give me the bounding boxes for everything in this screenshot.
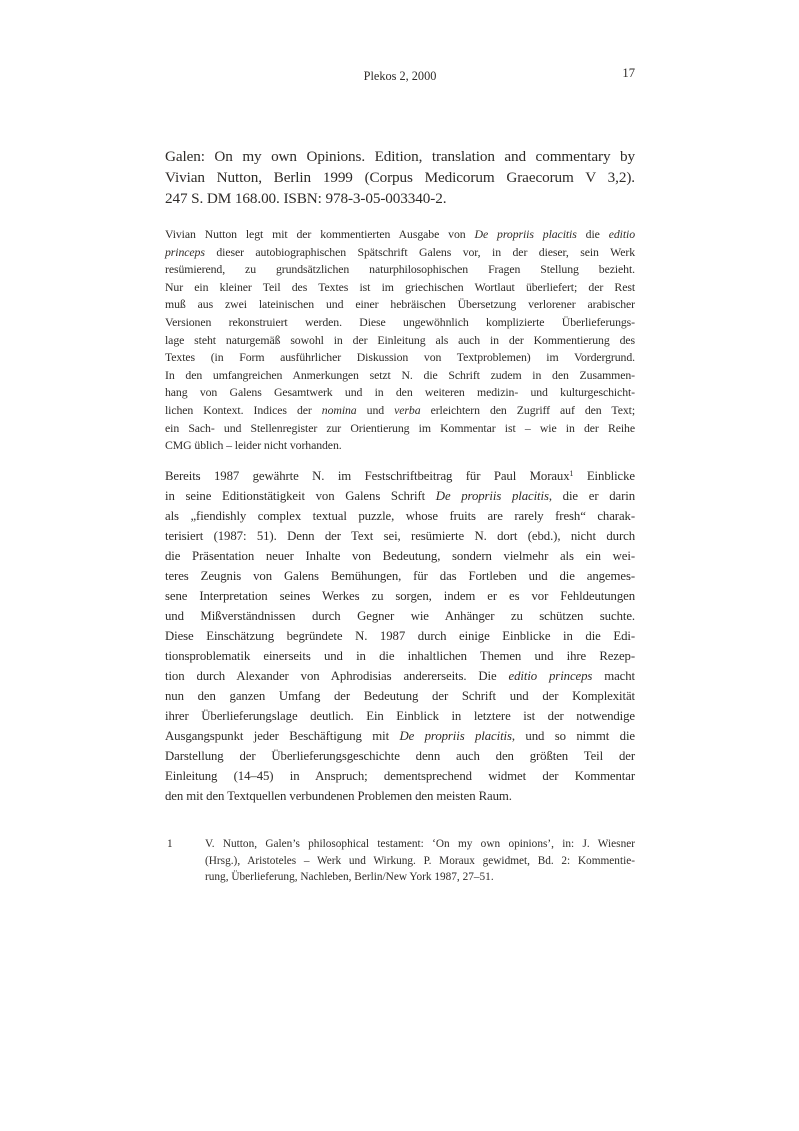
text-line: Bereits 1987 gewährte N. im Festschriftbeitrag für Paul Moraux$^1$ Einblicke (165, 469, 635, 483)
text-line: terisiert (1987: 51). Denn der Text sei, resümierte N. dort (ebd.), nicht durch (165, 529, 635, 543)
text-line: sene Interpretation seines Werkes zu sorgen, indem er es vor Fehldeutungen (165, 589, 635, 603)
paragraph-review-body (165, 466, 635, 806)
text-line: und Mißverständnissen durch Gegner wie Anhänger zu schützen suchte. (165, 609, 635, 623)
running-header (165, 66, 635, 85)
text-line: In den umfangreichen Anmerkungen setzt N. die Schrift zudem in den Zusammen- (165, 367, 635, 382)
footnote-text (205, 836, 635, 886)
paragraph-bibliographic-intro (165, 226, 635, 455)
text-line: V. Nutton, Galen’s philosophical testament: ‘On my own opinions’, in: J. Wiesner (205, 838, 635, 850)
text-line: Galen: On my own Opinions. Edition, translation and commentary by (165, 148, 635, 165)
text-line: Vivian Nutton legt mit der kommentierten Ausgabe von De propriis placitis die editio (165, 227, 636, 241)
text-line: resümierend, zu grundsätzlichen naturphilosophischen Fragen Stellung bezieht. (165, 262, 635, 277)
text-line: Diese Einschätzung begründete N. 1987 durch einige Einblicke in die Edi- (165, 629, 635, 643)
text-line: die Präsentation neuer Inhalte von Bedeutung, sondern vielmehr als ein wei- (165, 549, 635, 563)
text-line: tion durch Alexander von Aphrodisias andererseits. Die editio princeps macht (165, 669, 636, 683)
footnote-number: 1 (167, 838, 173, 850)
text-line: Vivian Nutton, Berlin 1999 (Corpus Medicorum Graecorum V 3,2). (165, 169, 635, 186)
text-line: Darstellung der Überlieferungsgeschichte denn auch den größten Teil der (165, 749, 635, 763)
text-line: (Hrsg.), Aristoteles – Werk und Wirkung. P. Moraux gewidmet, Bd. 2: Kommentie- (205, 854, 635, 867)
text-line: princeps dieser autobiographischen Spätschrift Galens vor, in der dieser, sein Werk (165, 244, 635, 259)
footnote (165, 836, 635, 886)
text-line: lage steht naturgemäß sowohl in der Einleitung als auch in der Kommentierung des (165, 332, 635, 347)
book-title (165, 146, 635, 209)
text-line: hang von Galens Gesamtwerk und in den weiteren medizin- und kulturgeschicht- (165, 385, 635, 400)
text-line: 247 S. DM 168.00. ISBN: 978-3-05-003340-2. (165, 190, 447, 207)
text-line: Nur ein kleiner Teil des Textes ist im griechischen Wortlaut überliefert; der Rest (165, 279, 635, 294)
text-line: ihrer Überlieferungslage deutlich. Ein Einblick in letztere ist der notwendige (165, 709, 635, 723)
journal-header: Plekos 2, 2000 (363, 69, 437, 83)
text-line: rung, Überlieferung, Nachleben, Berlin/New York 1987, 27–51. (205, 871, 494, 884)
page-number: 17 (622, 66, 635, 80)
text-line: teres Zeugnis von Galens Bemühungen, für das Fortleben und die angemes- (165, 569, 635, 583)
text-line: Ausgangspunkt jeder Beschäftigung mit De propriis placitis, und so nimmt die (165, 729, 635, 743)
text-line: in seine Editionstätigkeit von Galens Schrift De propriis placitis, die er darin (165, 489, 636, 503)
text-line: Textes (in Form ausführlicher Diskussion von Textproblemen) im Vordergrund. (165, 350, 635, 365)
text-line: als „fiendishly complex textual puzzle, whose fruits are rarely fresh“ charak- (165, 509, 635, 523)
text-line: ein Sach- und Stellenregister zur Orientierung im Kommentar ist – wie in der Reihe (165, 420, 635, 435)
text-line: Versionen rekonstruiert werden. Diese ungewöhnlich komplizierte Überlieferungs- (165, 314, 635, 329)
text-line: lichen Kontext. Indices der nomina und verba erleichtern den Zugriff auf den Text; (165, 402, 636, 417)
text-line: nun den ganzen Umfang der Bedeutung der Schrift und der Komplexität (165, 689, 635, 703)
text-line: Einleitung (14–45) in Anspruch; dementsprechend widmet der Kommentar (165, 769, 635, 783)
text-line: CMG üblich – leider nicht vorhanden. (165, 438, 342, 453)
text-line: tionsproblematik einerseits und in die inhaltlichen Themen und ihre Rezep- (165, 649, 635, 663)
text-line: den mit den Textquellen verbundenen Problemen den meisten Raum. (165, 789, 512, 803)
text-line: muß aus zwei lateinischen und einer hebräischen Übersetzung verlorener arabischer (165, 297, 635, 312)
